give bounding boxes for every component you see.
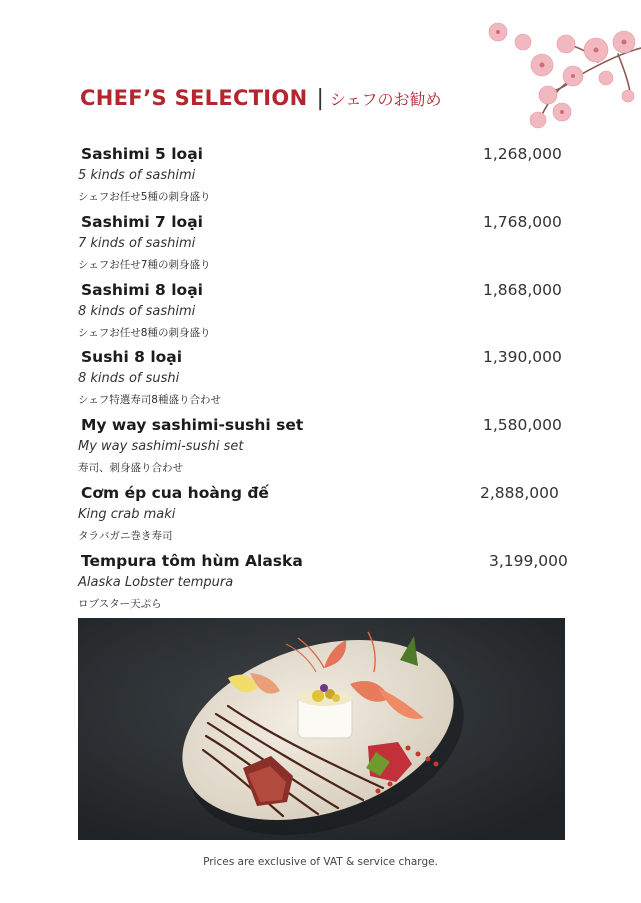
item-name: My way sashimi-sushi set (81, 416, 304, 434)
item-name: Sashimi 8 loại (81, 281, 203, 299)
item-price: 1,580,000 (483, 416, 562, 434)
item-japanese: シェフお任せ7種の刺身盛り (78, 259, 211, 271)
section-title (80, 86, 442, 111)
item-price: 1,390,000 (483, 348, 562, 366)
item-english: King crab maki (78, 507, 176, 522)
item-price: 3,199,000 (489, 552, 568, 570)
item-japanese: シェフお任せ5種の刺身盛り (78, 191, 211, 203)
menu-item (78, 281, 578, 345)
item-name: Tempura tôm hùm Alaska (81, 552, 303, 570)
item-japanese: ロブスター天ぷら (78, 598, 162, 610)
menu-item (78, 552, 578, 616)
section-title-jp: シェフのお勧め (329, 90, 442, 109)
item-name: Cơm ép cua hoàng đế (81, 484, 269, 502)
section-title-en: CHEF’S SELECTION (80, 86, 308, 110)
item-price: 1,768,000 (483, 213, 562, 231)
menu-item (78, 484, 578, 548)
item-price: 1,268,000 (483, 145, 562, 163)
sashimi-platter-photo (78, 618, 565, 840)
item-name: Sashimi 5 loại (81, 145, 203, 163)
menu-item (78, 145, 578, 209)
item-english: 5 kinds of sashimi (78, 168, 196, 183)
cherry-blossom-decoration (478, 12, 641, 137)
item-japanese: タラバガニ巻き寿司 (78, 530, 173, 542)
menu-item (78, 348, 578, 412)
item-japanese: シェフ特選寿司8種盛り合わせ (78, 394, 221, 406)
title-separator: | (316, 86, 324, 111)
item-price: 1,868,000 (483, 281, 562, 299)
item-japanese: シェフお任せ8種の刺身盛り (78, 327, 211, 339)
item-name: Sushi 8 loại (81, 348, 183, 366)
price-disclaimer: Prices are exclusive of VAT & service charge. (203, 856, 438, 868)
item-english: 7 kinds of sashimi (78, 236, 196, 251)
item-japanese: 寿司、刺身盛り合わせ (78, 462, 183, 474)
item-english: My way sashimi-sushi set (78, 439, 244, 454)
menu-item (78, 416, 578, 480)
item-english: 8 kinds of sushi (78, 371, 180, 386)
menu-item (78, 213, 578, 277)
item-english: Alaska Lobster tempura (78, 575, 234, 590)
item-english: 8 kinds of sashimi (78, 304, 196, 319)
item-name: Sashimi 7 loại (81, 213, 203, 231)
item-price: 2,888,000 (480, 484, 559, 502)
